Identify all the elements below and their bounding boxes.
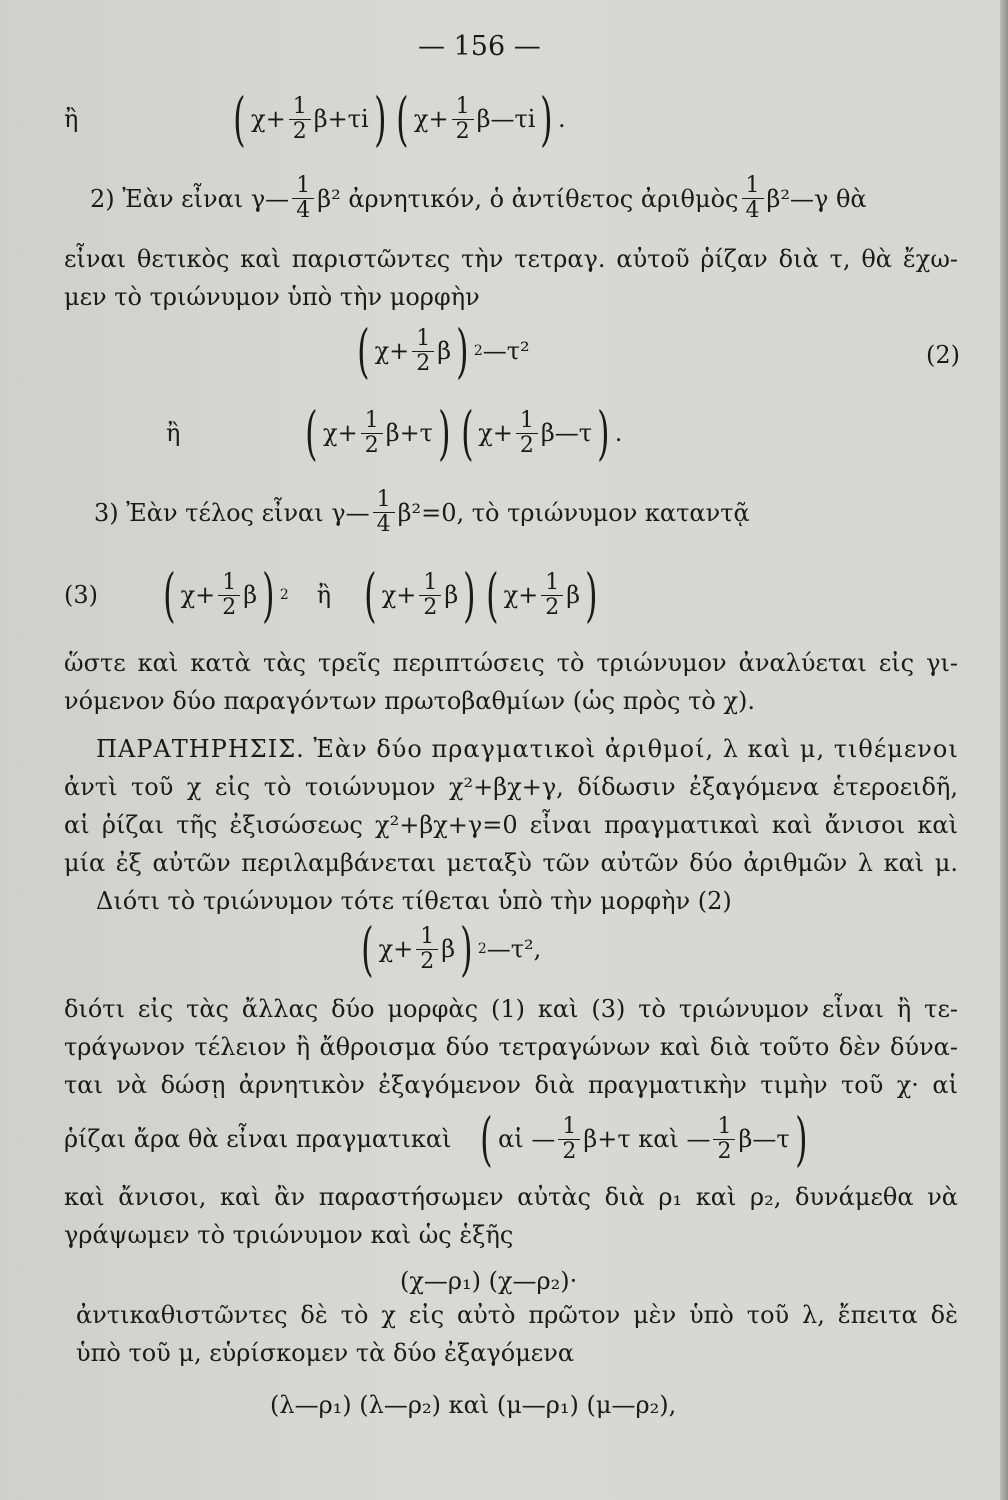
eq-term: χ+ xyxy=(374,337,410,365)
fraction xyxy=(412,327,434,376)
eq-term: χ+ xyxy=(381,581,417,609)
eq-term: —τ² xyxy=(482,337,530,365)
equation-complex-factors xyxy=(64,85,566,153)
text-line: ὑπὸ τοῦ μ, εὑρίσκομεν τὰ δύο ἐξαγόμενα xyxy=(76,1339,575,1367)
equation-label: (3) xyxy=(64,581,98,609)
eq-end: . xyxy=(558,105,566,133)
paren-close: ) xyxy=(460,915,473,983)
text-line: ἀντικαθιστῶντες δὲ τὸ χ εἰς αὐτὸ πρῶτον μὲν ὑπὸ τοῦ λ, ἔπειτα δὲ xyxy=(76,1301,958,1329)
roots-text: β—τ xyxy=(738,1125,790,1153)
eq-term: χ+ xyxy=(478,419,513,447)
paren-open: ( xyxy=(361,915,374,983)
frac-num: 1 xyxy=(423,569,438,595)
case-text: β²=0, τὸ τριώνυμον καταντᾷ xyxy=(397,498,750,527)
frac-num: 1 xyxy=(292,93,307,119)
frac-den: 2 xyxy=(416,949,438,974)
equation-form-2-repeat xyxy=(356,915,542,983)
eq-term: β xyxy=(441,935,456,963)
case-text: 2) Ἐὰν εἶναι γ— xyxy=(90,184,290,213)
page-edge xyxy=(1000,0,1008,1500)
eq-term: χ+ xyxy=(413,105,449,133)
eq-end: . xyxy=(614,419,623,447)
fraction xyxy=(361,409,383,458)
eq-term: —τ², xyxy=(486,935,542,963)
fraction xyxy=(416,925,438,974)
eq-term: β+τi xyxy=(313,105,369,133)
eq-term: β xyxy=(437,337,452,365)
case-2-line xyxy=(90,174,867,223)
text-line: ὥστε καὶ κατὰ τὰς τρεῖς περιπτώσεις τὸ τριώνυμον ἀναλύεται εἰς γι- xyxy=(64,649,958,677)
eq-term: χ+ xyxy=(323,419,358,447)
paren-close: ) xyxy=(597,399,610,467)
eq-term: β xyxy=(444,581,459,609)
frac-num: 1 xyxy=(364,407,379,433)
paren-open: ( xyxy=(233,85,246,153)
equation-form-3 xyxy=(64,561,603,629)
roots-text: ῥίζαι ἄρα θὰ εἶναι πραγματικαὶ xyxy=(64,1125,452,1153)
text-line: ται νὰ δώσῃ ἀρνητικὸν ἐξαγόμενον διὰ πραγματικὴν τιμὴν τοῦ χ· αἱ xyxy=(64,1071,958,1099)
paren-close: ) xyxy=(438,399,451,467)
paren-close: ) xyxy=(463,561,476,629)
frac-den: 2 xyxy=(452,119,474,144)
eq-lead: ἢ xyxy=(64,105,79,133)
text-line: καὶ ἄνισοι, καὶ ἂν παραστήσωμεν αὐτὰς διὰ ρ₁ καὶ ρ₂, δυνάμεθα νὰ xyxy=(64,1183,958,1211)
roots-text: αἱ — xyxy=(498,1125,556,1153)
text-line: διότι εἰς τὰς ἄλλας δύο μορφὰς (1) καὶ (3) τὸ τριώνυμον εἶναι ἢ τε- xyxy=(64,995,958,1023)
eq-term: χ+ xyxy=(503,581,539,609)
paren-open: ( xyxy=(460,399,474,467)
equation-factored-form: (χ—ρ₁) (χ—ρ₂)· xyxy=(400,1267,578,1295)
roots-text: β+τ καὶ — xyxy=(583,1125,711,1153)
paren-close: ) xyxy=(585,561,598,629)
frac-num: 1 xyxy=(376,487,391,512)
frac-den: 4 xyxy=(373,512,395,537)
frac-den: 2 xyxy=(713,1139,735,1164)
fraction xyxy=(452,95,474,144)
equation-real-factors xyxy=(166,399,623,467)
eq-term: β—τi xyxy=(476,105,536,133)
frac-num: 1 xyxy=(222,569,237,595)
frac-num: 1 xyxy=(717,1113,732,1139)
fraction xyxy=(218,571,240,620)
text-line: μεν τὸ τριώνυμον ὑπὸ τὴν μορφὴν xyxy=(64,283,480,311)
frac-den: 2 xyxy=(558,1139,580,1164)
paren-open: ( xyxy=(480,1105,493,1173)
paren-close: ) xyxy=(262,561,275,629)
text-line: νόμενον δύο παραγόντων πρωτοβαθμίων (ὡς πρὸς τὸ χ). xyxy=(64,687,755,715)
frac-num: 1 xyxy=(745,173,760,198)
frac-num: 1 xyxy=(420,923,435,949)
frac-den: 4 xyxy=(742,198,764,223)
text-line: εἶναι θετικὸς καὶ παριστῶντες τὴν τετραγ. αὐτοῦ ῥίζαν διὰ τ, θὰ ἔχω- xyxy=(64,245,958,273)
paren-open: ( xyxy=(486,561,499,629)
eq-term: β—τ xyxy=(540,419,593,447)
frac-den: 2 xyxy=(361,433,383,458)
text-line: αἱ ῥίζαι τῆς ἐξισώσεως χ²+βχ+γ=0 εἶναι πραγματικαὶ καὶ ἄνισοι καὶ xyxy=(64,811,958,839)
eq-term: χ+ xyxy=(378,935,414,963)
fraction xyxy=(289,95,311,144)
exponent: 2 xyxy=(279,587,289,603)
paren-open: ( xyxy=(396,85,409,153)
fraction xyxy=(516,409,538,458)
exponent: 2 xyxy=(473,343,483,359)
case-text: 3) Ἐὰν τέλος εἶναι γ— xyxy=(94,498,370,527)
equation-form-2 xyxy=(352,317,530,385)
fraction xyxy=(713,1115,735,1164)
frac-den: 4 xyxy=(292,198,314,223)
paren-close: ) xyxy=(794,1105,808,1173)
frac-den: 2 xyxy=(419,595,441,620)
exponent: 2 xyxy=(477,941,487,957)
paren-close: ) xyxy=(456,317,469,385)
fraction xyxy=(742,174,764,223)
frac-den: 2 xyxy=(541,595,563,620)
fraction xyxy=(373,488,395,537)
fraction xyxy=(541,571,563,620)
paren-open: ( xyxy=(163,561,176,629)
frac-num: 1 xyxy=(519,407,534,433)
eq-term: χ+ xyxy=(180,581,216,609)
case-text: β² ἀρνητικόν, ὁ ἀντίθετος ἀριθμὸς xyxy=(317,184,739,213)
frac-num: 1 xyxy=(296,173,311,198)
eq-term: β+τ xyxy=(385,419,433,447)
paren-open: ( xyxy=(364,561,377,629)
case-text: β²—γ θὰ xyxy=(766,184,867,213)
frac-num: 1 xyxy=(455,93,470,119)
eq-term: β xyxy=(566,581,581,609)
frac-den: 2 xyxy=(289,119,311,144)
text-line: γράψωμεν τὸ τριώνυμον καὶ ὡς ἑξῆς xyxy=(64,1221,514,1249)
text-line: ἀντὶ τοῦ χ εἰς τὸ τοιώνυμον χ²+βχ+γ, δίδωσιν ἐξαγόμενα ἑτεροειδῆ, xyxy=(64,773,958,801)
remark-heading-line: ΠΑΡΑΤΗΡΗΣΙΣ. Ἐὰν δύο πραγματικοὶ ἀριθμοί, λ καὶ μ, τιθέμενοι xyxy=(96,735,959,763)
roots-line xyxy=(64,1105,812,1173)
frac-num: 1 xyxy=(545,569,560,595)
frac-den: 2 xyxy=(516,433,538,458)
frac-den: 2 xyxy=(218,595,240,620)
eq-lead: ἢ xyxy=(166,419,181,447)
fraction xyxy=(558,1115,580,1164)
eq-or: ἢ xyxy=(316,581,332,609)
text-line: Διότι τὸ τριώνυμον τότε τίθεται ὑπὸ τὴν μορφὴν (2) xyxy=(96,887,732,915)
frac-num: 1 xyxy=(416,325,431,351)
paren-open: ( xyxy=(305,399,318,467)
eq-term: β xyxy=(243,581,258,609)
text-line: μία ἐξ αὐτῶν περιλαμβάνεται μεταξὺ τῶν αὐτῶν δύο ἀριθμῶν λ καὶ μ. xyxy=(64,849,958,877)
fraction xyxy=(419,571,441,620)
eq-term: χ+ xyxy=(251,105,286,133)
equation-label: (2) xyxy=(926,341,960,369)
equation-products: (λ—ρ₁) (λ—ρ₂) καὶ (μ—ρ₁) (μ—ρ₂), xyxy=(270,1391,677,1419)
paren-close: ) xyxy=(373,85,387,153)
text-line: τράγωνον τέλειον ἢ ἄθροισμα δύο τετραγώνων καὶ διὰ τοῦτο δὲν δύνα- xyxy=(64,1033,958,1061)
paren-close: ) xyxy=(540,85,553,153)
frac-den: 2 xyxy=(412,351,434,376)
case-3-line xyxy=(94,488,750,537)
page-number: — 156 — xyxy=(418,31,541,62)
fraction xyxy=(292,174,314,223)
paren-open: ( xyxy=(357,317,370,385)
frac-num: 1 xyxy=(562,1113,577,1139)
